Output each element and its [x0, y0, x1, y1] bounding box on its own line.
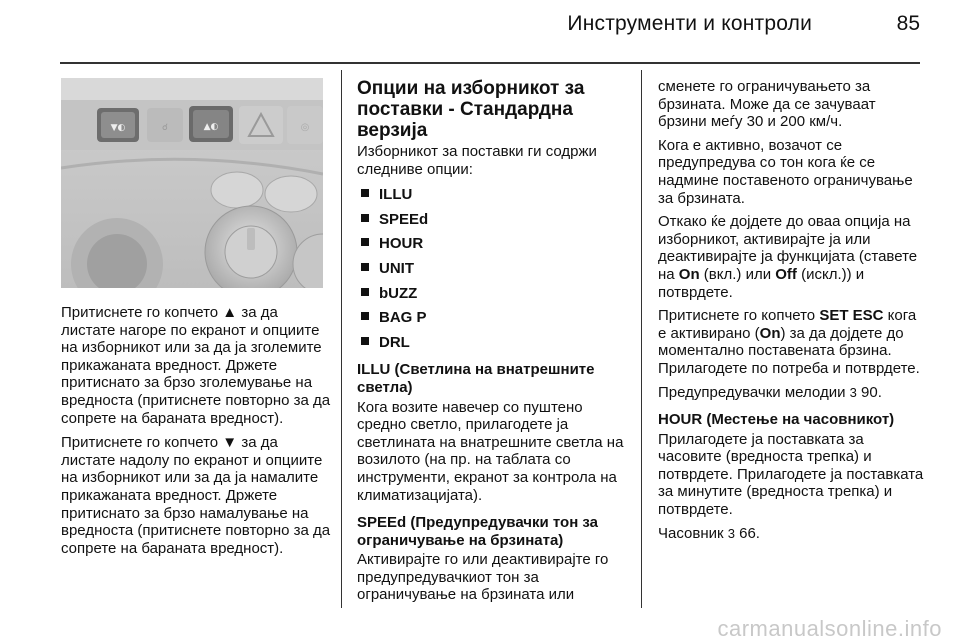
clock-reference: Часовник 3 66.	[658, 524, 760, 542]
illu-text: Кога возите навечер со пуштено средно светло, прилагодете ја светлината на внатрешните светла на возилото (на пр. на таблата со инструменти, екранот за контрола на климатизацијата).	[357, 398, 624, 504]
bullet-icon	[361, 189, 369, 197]
right-column	[658, 78, 928, 548]
page-ref-icon: 3	[849, 384, 857, 400]
list-item: HOUR	[361, 235, 625, 253]
page-number: 85	[896, 12, 920, 35]
middle-column	[357, 78, 625, 610]
svg-text:◎: ◎	[300, 122, 310, 133]
speed-warning-text: Кога е активно, возачот се предупредува со тон кога ќе се надмине поставеното ограничување за брзината.	[658, 136, 913, 207]
speed-text: Активирајте го или деактивирајте го предупредувачкиот тон за ограничување на брзината или	[357, 551, 609, 604]
scroll-up-instructions: Притиснете го копчето ▲ за да листате нагоре по екранот и опциите на изборникот или за да ја зголемите прикажаната вредност. Држете притиснато за брзо зголемување на вредноста (притиснете повторно за да сопрете на бараната вредност).	[61, 304, 331, 427]
list-item: UNIT	[361, 260, 625, 278]
list-item: ILLU	[361, 186, 625, 204]
speed-limit-text: сменете го ограничувањето за брзината. Може да се зачуваат брзини меѓу 30 и 200 км/ч.	[658, 78, 876, 131]
illu-heading: ILLU (Светлина на внатрешните светла)	[357, 361, 595, 396]
options-list	[357, 186, 625, 351]
column-divider-2	[641, 70, 642, 608]
hour-text: Прилагодете ја поставката за часовите (вредноста трепка) и потврдете. Прилагодете ја поставката за минутите (вредноста трепка) и потврдете.	[658, 430, 924, 519]
speed-heading: SPEEd (Предупредувачки тон за ограничување на брзината)	[357, 514, 599, 549]
list-item: bUZZ	[361, 285, 625, 303]
list-item: SPEEd	[361, 211, 625, 229]
settings-menu-heading: Опции на изборникот за поставки - Стандардна верзија	[357, 78, 585, 141]
bullet-icon	[361, 238, 369, 246]
header-rule	[60, 62, 920, 64]
svg-text:▼◐: ▼◐	[110, 123, 126, 133]
bullet-icon	[361, 337, 369, 345]
list-item: DRL	[361, 334, 625, 352]
activate-instructions: Откако ќе дојдете до оваа опција на изборникот, активирајте ја или деактивирајте ја функцијата (ставете на On (вкл.) или Off (искл.)) и потврдете.	[658, 213, 918, 301]
watermark: carmanualsonline.info	[717, 616, 942, 641]
dashboard-buttons-photo	[61, 78, 323, 288]
bullet-icon	[361, 214, 369, 222]
left-column	[61, 304, 331, 564]
svg-text:▲◐: ▲◐	[203, 122, 219, 132]
list-item: BAG P	[361, 309, 625, 327]
settings-menu-intro: Изборникот за поставки ги содржи следниве опции:	[357, 143, 597, 178]
column-divider-1	[341, 70, 342, 608]
hour-heading: HOUR (Местење на часовникот)	[658, 411, 895, 429]
bullet-icon	[361, 288, 369, 296]
warning-chimes-reference: Предупредувачки мелодии 3 90.	[658, 383, 882, 401]
set-esc-instructions: Притиснете го копчето SET ESC кога е активирано (On) за да дојдете до моменталнo поставената брзина. Прилагодете по потреба и потврдете.	[658, 307, 920, 377]
scroll-down-instructions: Притиснете го копчето ▼ за да листате надолу по екранот и опциите на изборникот или за да ја намалите прикажаната вредност. Држете притиснато за брзо намалување на вредноста (притиснете повторно за да сопрете на бараната вредност).	[61, 434, 331, 557]
page-ref-icon: 3	[727, 525, 735, 541]
page-title: Инструменти и контроли	[567, 12, 812, 35]
bullet-icon	[361, 312, 369, 320]
bullet-icon	[361, 263, 369, 271]
svg-text:☌: ☌	[161, 123, 169, 133]
